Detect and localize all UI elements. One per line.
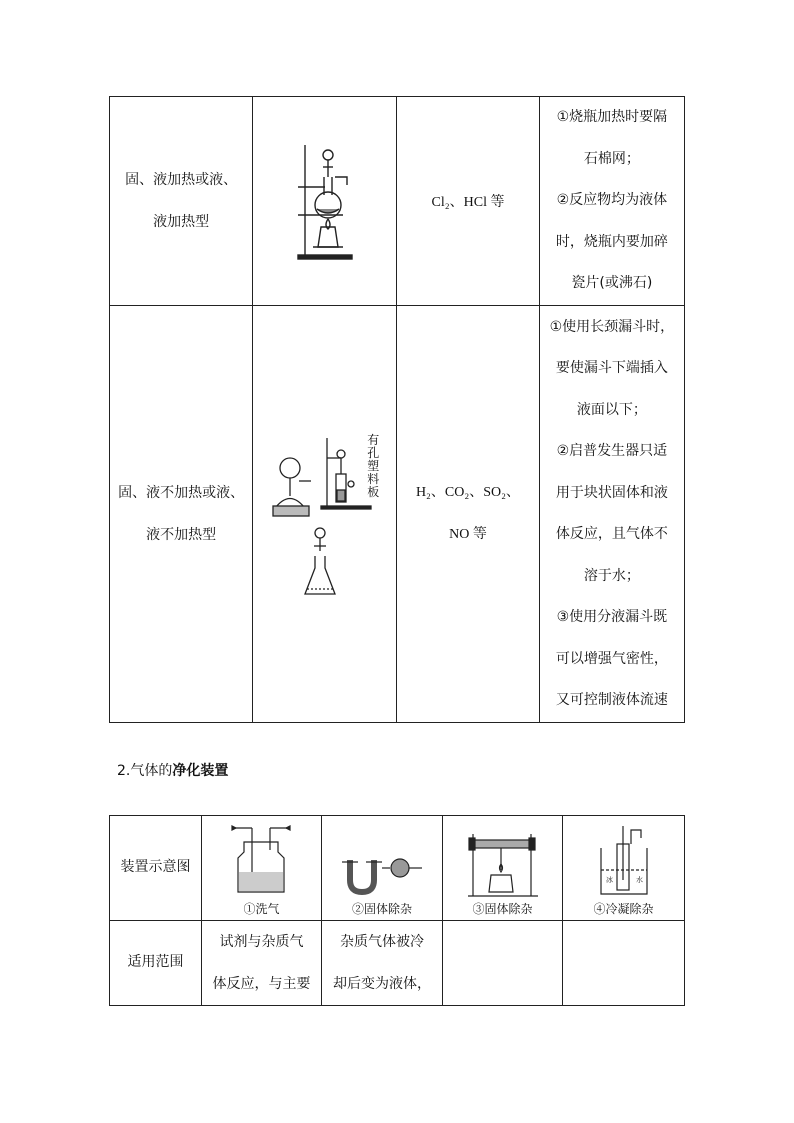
gases-text: NO 等 xyxy=(449,527,487,542)
scope-cell xyxy=(563,921,685,1006)
svg-text:水: 水 xyxy=(636,875,643,884)
wash-bottle-image xyxy=(202,820,321,900)
scope-line: 试剂与杂质气 xyxy=(219,934,304,950)
row-header xyxy=(110,816,202,921)
apparatus-image-cell xyxy=(253,306,397,723)
apparatus-type-cell xyxy=(110,97,253,306)
table-row xyxy=(110,97,685,306)
gases-cell xyxy=(397,97,539,306)
note-line: 可以增强气密性， xyxy=(555,650,668,667)
scope-cell xyxy=(443,921,563,1006)
device-caption: ④冷凝除杂 xyxy=(593,901,654,916)
device-cell xyxy=(202,816,322,921)
scope-line: 体反应，与主要 xyxy=(212,976,311,992)
apparatus-image-cell xyxy=(253,97,397,306)
section-title xyxy=(117,760,228,780)
device-cell xyxy=(563,816,685,921)
unheated-apparatus-image xyxy=(253,306,396,722)
note-line: ③使用分液漏斗既 xyxy=(556,609,668,625)
row-header-text: 适用范围 xyxy=(127,954,184,971)
scope-line: 杂质气体被冷 xyxy=(340,934,424,950)
note-line: ②启普发生器只适 xyxy=(556,443,668,459)
notes-cell xyxy=(539,97,684,306)
note-line: 体反应，且气体不 xyxy=(555,526,668,542)
table-row xyxy=(110,306,685,723)
scope-line: 却后变为液体， xyxy=(333,976,431,992)
table-row xyxy=(110,816,685,921)
device-caption: ②固体除杂 xyxy=(351,901,412,916)
gases-text: Cl₂、HCl 等 xyxy=(431,195,505,210)
heated-flask-apparatus-image xyxy=(253,97,396,305)
row-header-text: 装置示意图 xyxy=(120,859,191,876)
gas-purification-table xyxy=(109,815,685,1006)
type-line: 固、液加热或液、 xyxy=(125,172,238,188)
notes-cell xyxy=(539,306,684,723)
gases-text: H₂、CO₂、SO₂、 xyxy=(415,485,521,500)
type-line: 液不加热型 xyxy=(146,527,217,543)
label-text: 有孔塑料板 xyxy=(367,433,380,499)
svg-text:冰: 冰 xyxy=(606,875,613,884)
gas-generation-table xyxy=(109,96,685,723)
device-caption: ③固体除杂 xyxy=(472,901,533,916)
u-tube-drying-image xyxy=(322,820,442,900)
apparatus-type-cell xyxy=(110,306,253,723)
section-title-plain: 2.气体的 xyxy=(117,763,173,779)
note-line: 液面以下； xyxy=(576,401,647,418)
scope-cell xyxy=(322,921,443,1006)
heated-tube-image xyxy=(443,820,562,900)
note-line: 石棉网； xyxy=(583,150,640,167)
note-line: 用于块状固体和液 xyxy=(555,484,668,501)
scope-cell xyxy=(202,921,322,1006)
type-line: 固、液不加热或液、 xyxy=(118,485,245,501)
type-line: 液加热型 xyxy=(153,214,210,230)
note-line: 溶于水； xyxy=(583,567,640,584)
device-caption: ①洗气 xyxy=(243,901,280,916)
condenser-beaker-image xyxy=(563,820,684,900)
note-line: 要使漏斗下端插入 xyxy=(555,360,668,376)
note-line: ①烧瓶加热时要隔 xyxy=(556,109,668,126)
section-title-bold: 净化装置 xyxy=(172,763,229,779)
note-line: 瓷片(或沸石) xyxy=(571,275,653,292)
note-line: ①使用长颈漏斗时， xyxy=(549,318,675,335)
device-cell xyxy=(322,816,443,921)
row-header xyxy=(110,921,202,1006)
perforated-plate-label xyxy=(366,434,380,499)
gases-cell xyxy=(397,306,539,723)
note-line: ②反应物均为液体 xyxy=(556,192,668,209)
table-row xyxy=(110,921,685,1006)
note-line: 又可控制液体流速 xyxy=(555,692,668,708)
note-line: 时，烧瓶内要加碎 xyxy=(555,233,668,250)
device-cell xyxy=(443,816,563,921)
